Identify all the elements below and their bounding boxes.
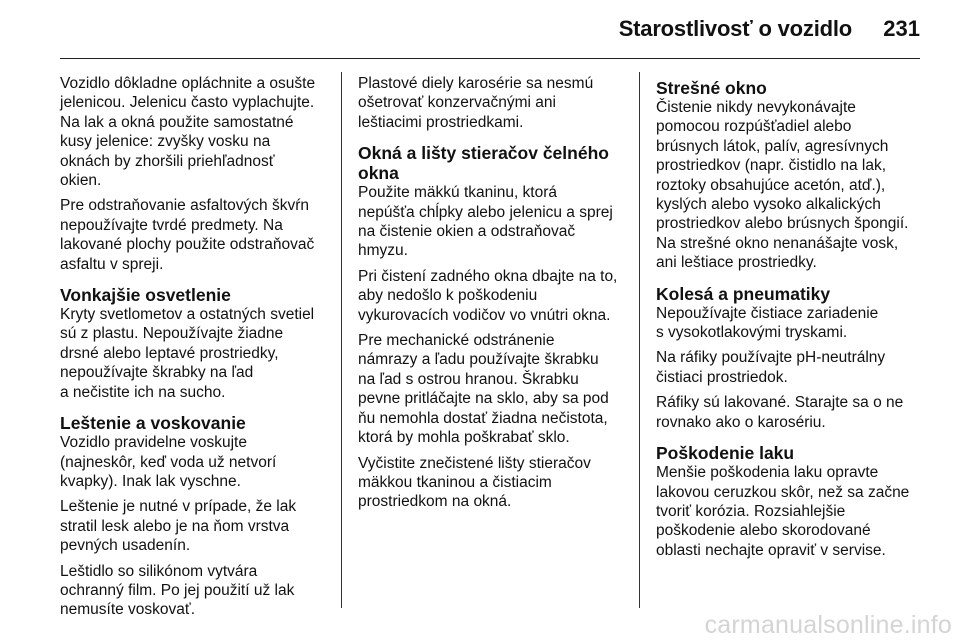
paragraph: Plastové diely karosérie sa nesmú ošetrovať konzervačnými ani leštiacimi prostriedkami.	[358, 75, 594, 131]
column-2	[358, 74, 626, 518]
section-heading: Kolesá a pneumatiky	[656, 283, 831, 304]
paragraph: Použite mäkkú tkaninu, ktorá nepúšťa chĺpky alebo jelenicu a sprej na čistenie okien a odstraňovač hmyzu.	[358, 184, 613, 260]
page-number: 231	[883, 16, 920, 41]
section-heading: Okná a lišty stieračov čelného okna	[358, 143, 609, 184]
paragraph: Pri čistení zadného okna dbajte na to, aby nedošlo k poškodeniu vykurovacích vodičov vo vnútri okna.	[358, 267, 618, 324]
section-heading: Strešné okno	[656, 78, 767, 98]
column-1	[60, 74, 332, 626]
page-header	[0, 0, 960, 62]
paragraph: Nepoužívajte čistiace zariadenie s vysokotlakovými tryskami.	[656, 304, 879, 342]
paragraph: Čistenie nikdy nevykonávajte pomocou rozpúšťadiel alebo brúsnych látok, palív, agresívnych prostriedkov (napr. čistidlo na lak, roztoky obsahujúce acetón, atď.), kyslých alebo vysoko alkalických prostriedkov alebo brúsnych špongií. Na strešné okno nenanášajte vosk, ani leštiace prostriedky.	[656, 99, 909, 272]
page-title: Starostlivosť o vozidlo	[618, 16, 852, 41]
column-divider	[341, 72, 342, 608]
paragraph: Menšie poškodenia laku opravte lakovou ceruzkou skôr, než sa začne tvoriť korózia. Rozsiahlejšie poškodenie alebo skorodované oblasti nechajte opraviť v servise.	[656, 464, 910, 559]
paragraph: Leštidlo so silikónom vytvára ochranný film. Po jej použití už lak nemusíte voskovať.	[60, 562, 295, 619]
paragraph: Leštenie je nutné v prípade, že lak stratil lesk alebo je na ňom vrstva pevných usadenín.	[60, 498, 297, 555]
paragraph: Vozidlo pravidelne voskujte (najneskôr, keď voda už netvorí kvapky). Inak lak vyschne.	[60, 434, 277, 490]
column-divider	[639, 72, 640, 608]
paragraph: Vozidlo dôkladne opláchnite a osušte jelenicou. Jelenicu často vyplachujte. Na lak a okná použite samostatné kusy jelenice: zvyšky vosku na oknách by zhoršili priehľadnosť okien.	[60, 75, 316, 190]
paragraph: Pre odstraňovanie asfaltových škvŕn nepoužívajte tvrdé predmety. Na lakované plochy použite odstraňovač asfaltu v spreji.	[60, 197, 315, 273]
paragraph: Kryty svetlometov a ostatných svetiel sú z plastu. Nepoužívajte žiadne drsné alebo leptavé prostriedky, nepoužívajte škrabky na ľad a nečistite ich na sucho.	[60, 306, 315, 401]
section-heading: Leštenie a voskovanie	[60, 413, 246, 434]
section-heading: Poškodenie laku	[656, 443, 795, 464]
paragraph: Na ráfiky používajte pH-neutrálny čistiaci prostriedok.	[656, 349, 886, 386]
paragraph: Ráfiky sú lakované. Starajte sa o ne rovnako ako o karosériu.	[656, 394, 904, 431]
paragraph: Pre mechanické odstránenie námrazy a ľadu používajte škrabku na ľad s ostrou hranou. Škrabku pevne pritláčajte na sklo, aby sa pod ňu nemohla dostať žiadna nečistota, ktorá by mohla poškrabať sklo.	[358, 332, 609, 447]
section-heading: Vonkajšie osvetlenie	[60, 285, 231, 306]
column-3	[656, 74, 946, 566]
header-rule	[60, 58, 920, 59]
watermark: carmanualsonline.info	[704, 611, 952, 639]
paragraph: Vyčistite znečistené lišty stieračov mäkkou tkaninou a čistiacim prostriedkom na okná.	[358, 454, 591, 511]
